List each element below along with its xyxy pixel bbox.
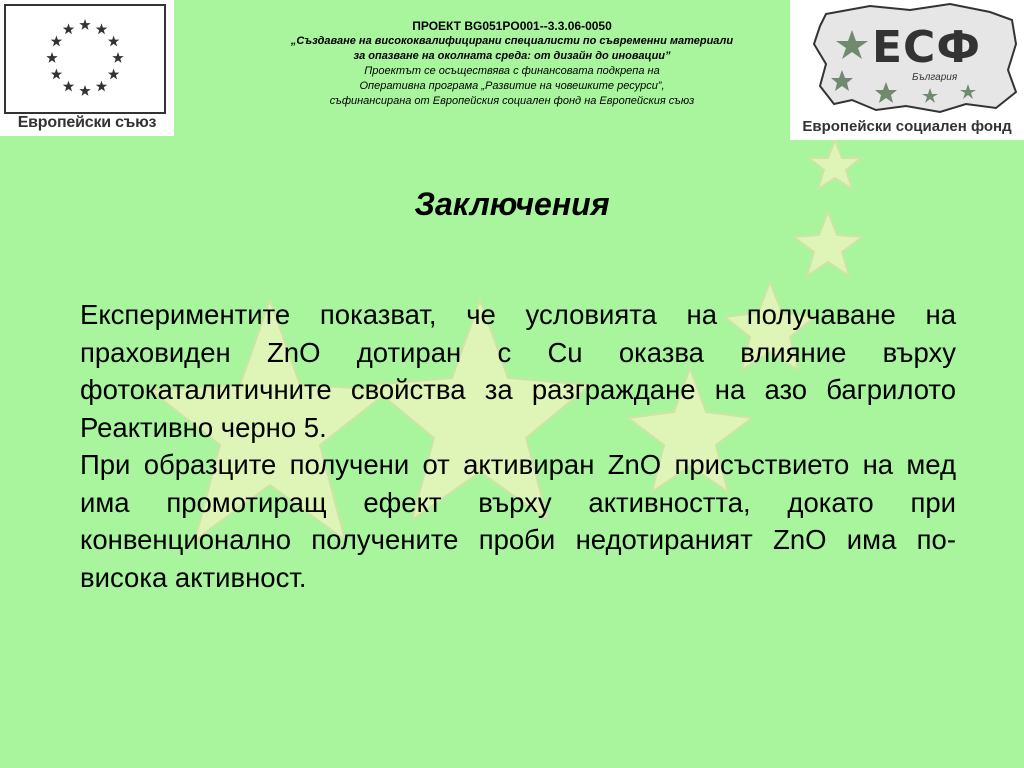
eu-star-icon (96, 23, 107, 34)
slide-heading: Заключения (414, 186, 610, 222)
eu-star-icon (79, 85, 90, 96)
conclusion-paragraph-2: При образците получени от активиран ZnO присъствието на мед има промотиращ ефект върху активността, докато при конвенционално получените проби недотираният ZnO има по-висока активност. (80, 449, 956, 593)
project-info-line-1: Проектът се осъществява с финансовата подкрепа на (364, 65, 660, 77)
star-shape (809, 140, 861, 189)
eu-star-icon (63, 81, 74, 92)
project-title-line-2: за опазване на околната среда: от дизайн до иновации” (353, 50, 671, 62)
esf-logo-country: България (912, 72, 958, 83)
eu-logo-label: Европейски съюз (17, 114, 157, 131)
esf-logo-label: Европейски социален фонд (802, 118, 1012, 135)
eu-star-icon (79, 19, 90, 30)
project-title-line-1: „Създаване на висококвалифицирани специалисти по съвременни материали (290, 35, 734, 47)
project-info-line-3: съфинансирана от Европейския социален фонд на Европейския съюз (329, 95, 695, 107)
project-code: ПРОЕКТ BG051PO001--3.3.06-0050 (412, 19, 612, 33)
eu-star-icon (108, 69, 119, 80)
eu-star-icon (46, 52, 57, 63)
project-info-line-2: Оперативна програма „Развитие на човешките ресурси”, (359, 80, 665, 92)
slide-body (80, 296, 956, 596)
eu-star-icon (63, 23, 74, 34)
eu-star-icon (112, 52, 123, 63)
eu-star-icon (51, 69, 62, 80)
eu-star-icon (108, 36, 119, 47)
eu-star-icon (96, 81, 107, 92)
eu-star-icon (51, 36, 62, 47)
eu-flag-icon (4, 4, 166, 114)
eu-logo (0, 0, 174, 136)
project-header (180, 19, 844, 109)
conclusion-paragraph-1: Експериментите показват, че условията на получаване на праховиден ZnO дотиран с Cu оказва влияние върху фотокаталитичните свойства за разграждане на азо багрилото Реактивно черно 5. (80, 299, 956, 443)
esf-logo-letters: ЕСФ (872, 22, 981, 73)
